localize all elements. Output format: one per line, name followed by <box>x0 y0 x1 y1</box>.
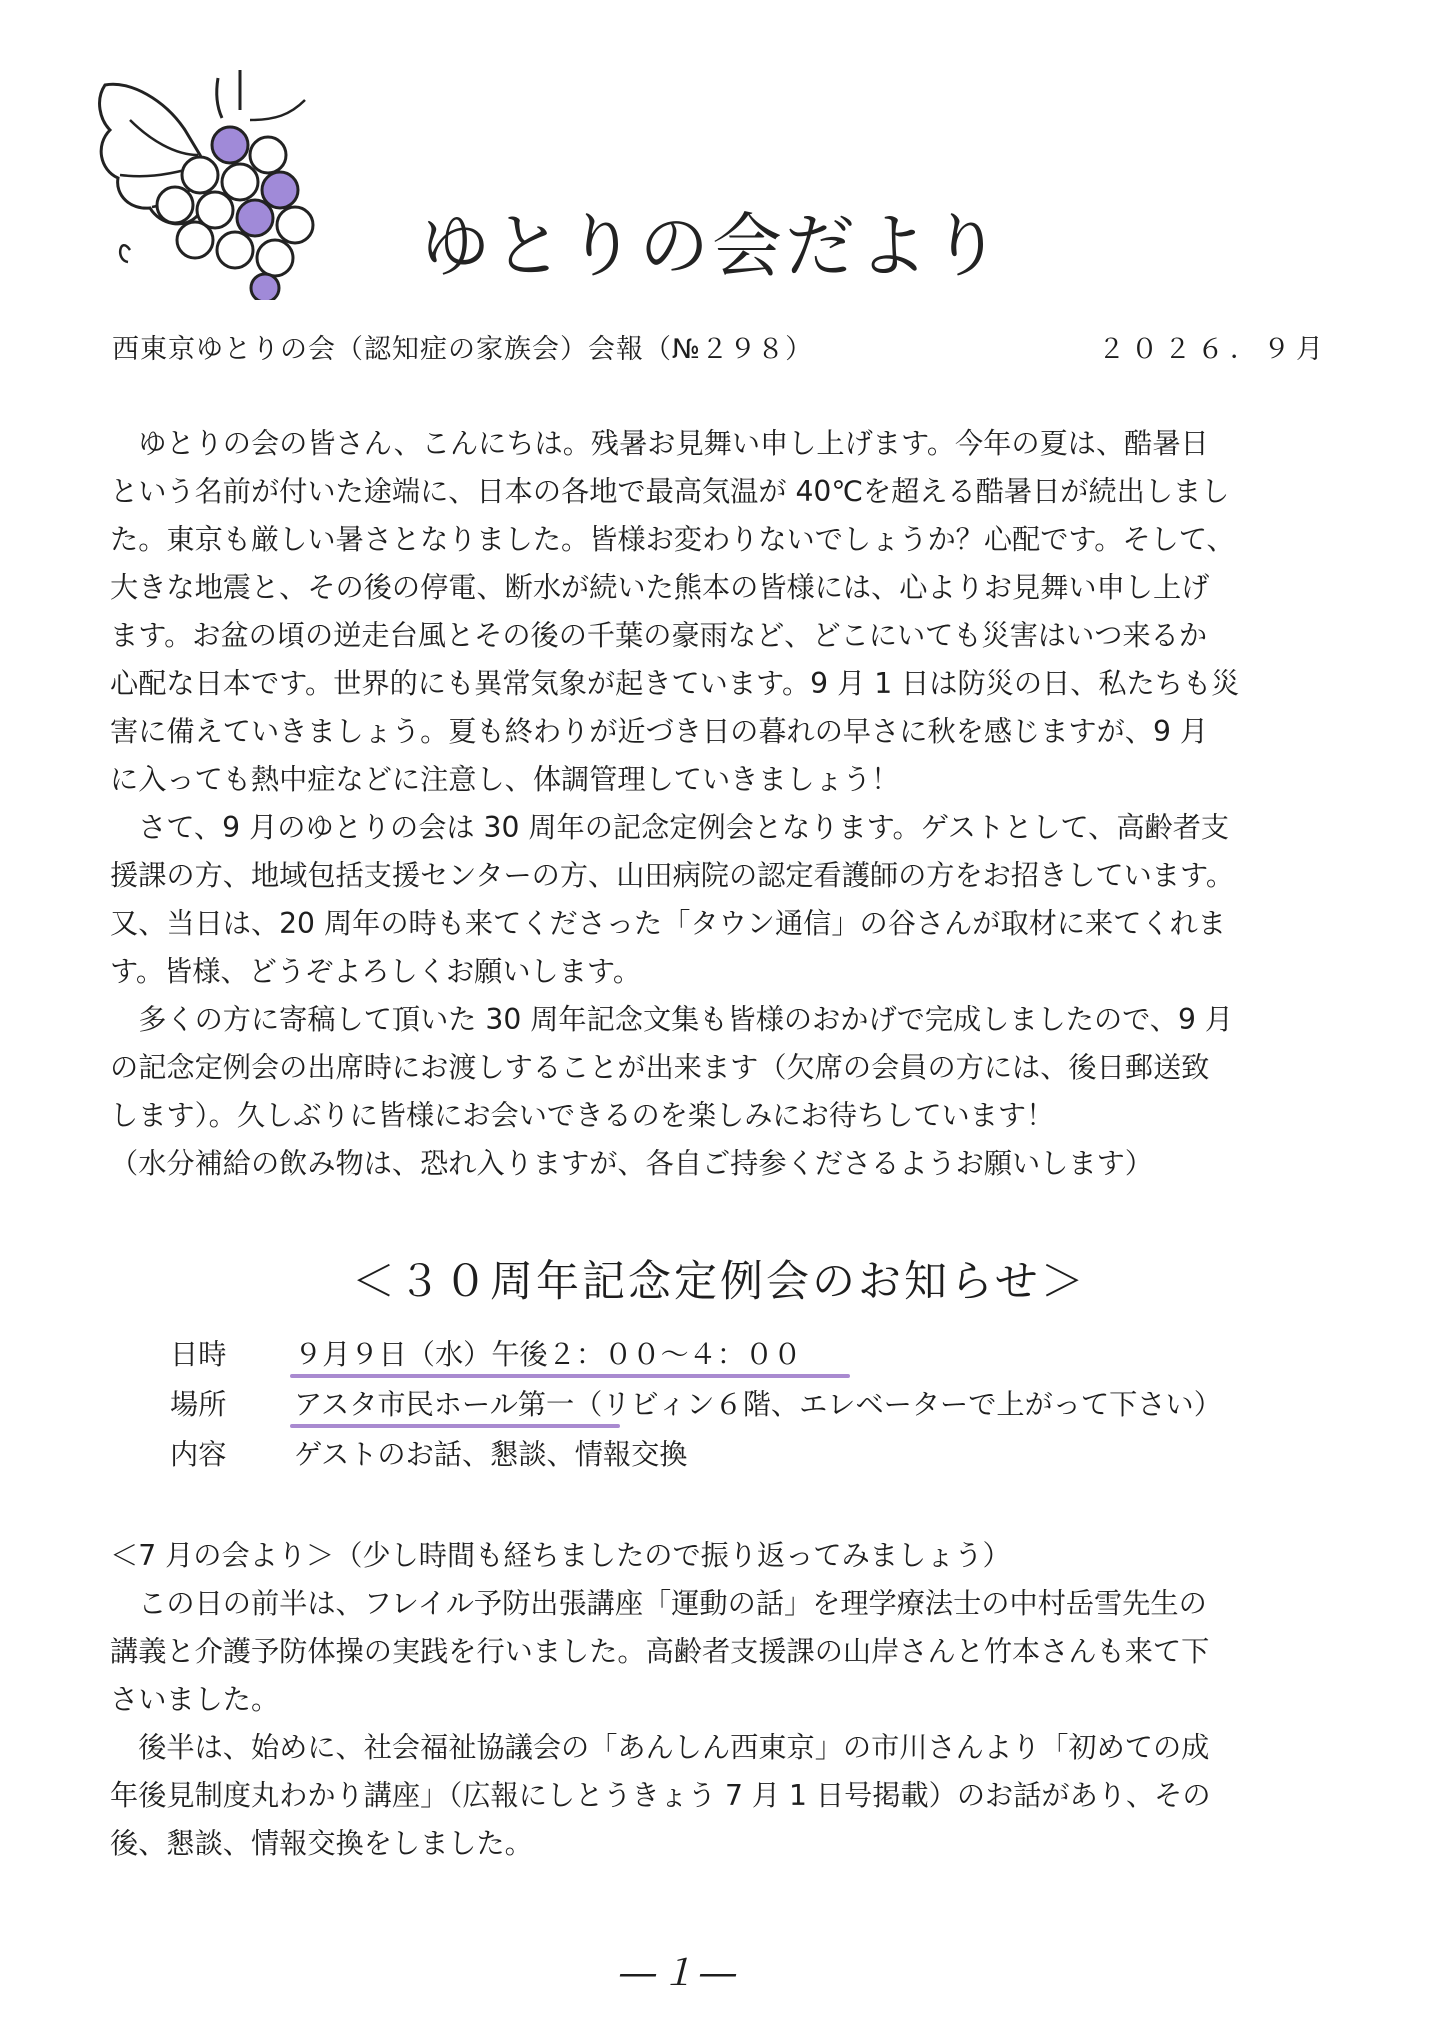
newsletter-subtitle: 西東京ゆとりの会（認知症の家族会）会報（№２９８） <box>112 334 814 365</box>
grape-logo-icon <box>90 60 330 300</box>
page-number: ―１― <box>620 1953 741 1994</box>
intro-line: 多くの方に寄稿して頂いた 30 周年記念文集も皆様のおかげで完成しましたので、9 月 <box>110 1003 1234 1036</box>
announcement-heading: ＜３０周年記念定例会のお知らせ＞ <box>352 1257 1087 1307</box>
intro-line: 又、当日は、20 周年の時も来てくださった「タウン通信」の谷さんが取材に来てくれま <box>110 907 1226 940</box>
detail-value: ９月９日（水）午後２：００～４：００ <box>294 1338 802 1371</box>
intro-line: す。皆様、どうぞよろしくお願いします。 <box>110 955 642 988</box>
report-line: 年後見制度丸わかり講座」（広報にしとうきょう 7 月 1 日号掲載）のお話があり、その <box>110 1779 1211 1812</box>
report-line: 後、懇談、情報交換をしました。 <box>110 1827 533 1860</box>
report-line: さいました。 <box>110 1683 280 1716</box>
intro-body <box>110 420 1340 1188</box>
intro-line: 大きな地震と、その後の停電、断水が続いた熊本の皆様には、心よりお見舞い申し上げ <box>110 571 1210 604</box>
intro-line: 害に備えていきましょう。夏も終わりが近づき日の暮れの早さに秋を感じますが、9 月 <box>110 715 1209 748</box>
highlight-underline <box>290 1374 850 1378</box>
report-heading: ＜7 月の会より＞（少し時間も経ちましたので振り返ってみましょう） <box>110 1539 1011 1572</box>
intro-line: た。東京も厳しい暑さとなりました。皆様お変わりないでしょうか？心配です。そして、 <box>110 523 1235 556</box>
detail-value: アスタ市民ホール第一（リビィン６階、エレベーターで上がって下さい） <box>294 1388 1222 1421</box>
intro-line: に入っても熱中症などに注意し、体調管理していきましょう！ <box>110 763 900 796</box>
intro-line: 援課の方、地域包括支援センターの方、山田病院の認定看護師の方をお招きしています。 <box>110 859 1235 892</box>
report-line: この日の前半は、フレイル予防出張講座「運動の話」を理学療法士の中村岳雪先生の <box>110 1587 1207 1620</box>
intro-line: さて、9 月のゆとりの会は 30 周年の記念定例会となります。ゲストとして、高齢者支 <box>110 811 1230 844</box>
detail-label: 場所 <box>170 1388 227 1421</box>
report-line: 講義と介護予防体操の実践を行いました。高齢者支援課の山岸さんと竹本さんも来て下 <box>110 1635 1210 1668</box>
detail-row-datetime <box>170 1330 1222 1380</box>
announcement-details <box>170 1330 1222 1480</box>
detail-label: 内容 <box>170 1438 227 1471</box>
highlight-underline <box>290 1424 620 1428</box>
intro-line: します）。久しぶりに皆様にお会いできるのを楽しみにお待ちしています！ <box>110 1099 1055 1132</box>
detail-row-place <box>170 1380 1222 1430</box>
intro-line: ます。お盆の頃の逆走台風とその後の千葉の豪雨など、どこにいても災害はいつ来るか <box>110 619 1208 652</box>
intro-line: 心配な日本です。世界的にも異常気象が起きています。9 月 1 日は防災の日、私たちも災 <box>110 667 1240 700</box>
detail-value: ゲストのお話、懇談、情報交換 <box>294 1438 688 1471</box>
issue-date: ２０２６．９月 <box>1098 334 1329 365</box>
detail-row-content <box>170 1430 1222 1480</box>
report-line: 後半は、始めに、社会福祉協議会の「あんしん西東京」の市川さんより「初めての成 <box>110 1731 1210 1764</box>
newsletter-title: ゆとりの会だより <box>420 205 1004 287</box>
intro-line: ゆとりの会の皆さん、こんにちは。残暑お見舞い申し上げます。今年の夏は、酷暑日 <box>110 427 1209 460</box>
detail-label: 日時 <box>170 1338 227 1371</box>
intro-line: という名前が付いた途端に、日本の各地で最高気温が 40℃を超える酷暑日が続出しまし <box>110 475 1230 508</box>
meeting-report <box>110 1532 1340 1868</box>
intro-line: の記念定例会の出席時にお渡しすることが出来ます（欠席の会員の方には、後日郵送致 <box>110 1051 1210 1084</box>
intro-line: （水分補給の飲み物は、恐れ入りますが、各自ご持参くださるようお願いします） <box>110 1147 1153 1180</box>
